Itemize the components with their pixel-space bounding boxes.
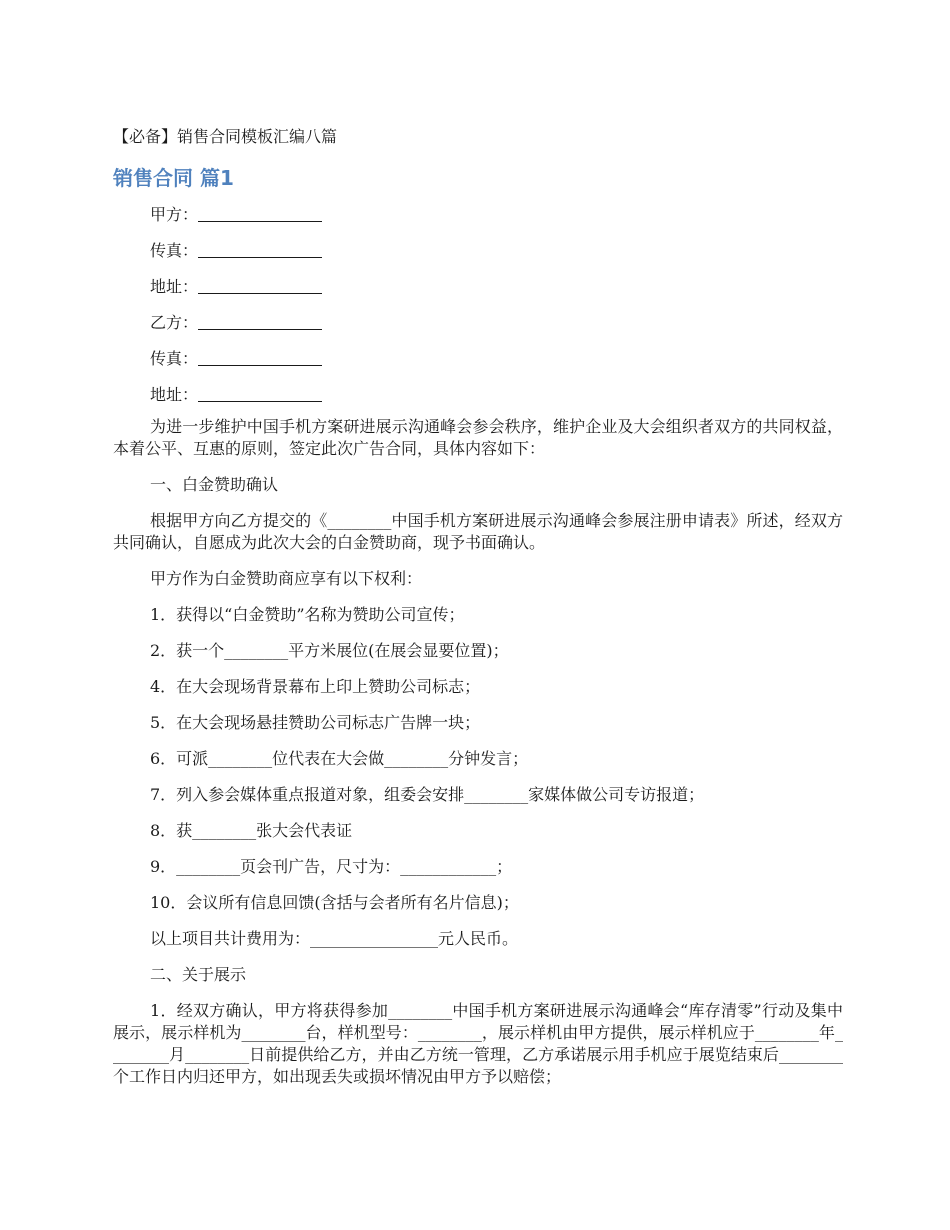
contract-body: [113, 416, 843, 1102]
field-label: 甲方：: [150, 205, 199, 224]
party-field-fax-b: [150, 348, 322, 384]
party-field-address-b: [150, 384, 322, 420]
document-title: 【必备】销售合同模板汇编八篇: [113, 127, 338, 146]
clause-heading: 一、白金赞助确认: [150, 475, 279, 494]
list-item: 6．可派________位代表在大会做________分钟发言；: [150, 749, 529, 768]
list-item: 10．会议所有信息回馈(含括与会者所有名片信息)；: [150, 893, 519, 912]
fill-blank: [198, 205, 322, 222]
list-item: 8．获________张大会代表证: [150, 821, 353, 840]
party-fields: [150, 204, 322, 420]
party-field-fax-a: [150, 240, 322, 276]
fill-blank: [198, 277, 322, 294]
party-field-address-a: [150, 276, 322, 312]
field-label: 地址：: [150, 385, 199, 404]
field-label: 传真：: [150, 241, 199, 260]
field-label: 传真：: [150, 349, 199, 368]
clause-heading: 二、关于展示: [150, 965, 247, 984]
list-item: 4．在大会现场背景幕布上印上赞助公司标志；: [150, 677, 481, 696]
paragraph: 1．经双方确认，甲方将获得参加________中国手机方案研进展示沟通峰会“库存清零”行动及集中展示，展示样机为________台，样机型号：________，展示样机由甲方提供，展示样机应于________年________月________日前提供给乙方，并由乙方统一管理，乙方承诺展示用手机应于展览结束后________个工作日内归还甲方，如出现丢失或损坏情况由甲方予以赔偿；: [113, 1001, 843, 1086]
fill-blank: [198, 385, 322, 402]
section-heading: 销售合同 篇1: [113, 166, 234, 190]
list-item: 9．________页会刊广告，尺寸为：____________；: [150, 857, 513, 876]
party-field-party-b: [150, 312, 322, 348]
fill-blank: [198, 349, 322, 366]
paragraph: 甲方作为白金赞助商应享有以下权利：: [150, 569, 423, 588]
intro-paragraph: 为进一步维护中国手机方案研进展示沟通峰会参会秩序，维护企业及大会组织者双方的共同权益，本着公平、互惠的原则，签定此次广告合同，具体内容如下：: [113, 417, 843, 458]
list-item: 2．获一个________平方米展位(在展会显要位置)；: [150, 641, 509, 660]
fill-blank: [198, 241, 322, 258]
party-field-party-a: [150, 204, 322, 240]
fill-blank: [198, 313, 322, 330]
paragraph: 以上项目共计费用为：________________元人民币。: [150, 929, 519, 948]
field-label: 地址：: [150, 277, 199, 296]
list-item: 5．在大会现场悬挂赞助公司标志广告牌一块；: [150, 713, 481, 732]
list-item: 7．列入参会媒体重点报道对象，组委会安排________家媒体做公司专访报道；: [150, 785, 705, 804]
paragraph: 根据甲方向乙方提交的《________中国手机方案研进展示沟通峰会参展注册申请表》所述，经双方共同确认，自愿成为此次大会的白金赞助商，现予书面确认。: [113, 511, 843, 552]
field-label: 乙方：: [150, 313, 199, 332]
list-item: 1．获得以“白金赞助”名称为赞助公司宣传；: [150, 605, 465, 624]
